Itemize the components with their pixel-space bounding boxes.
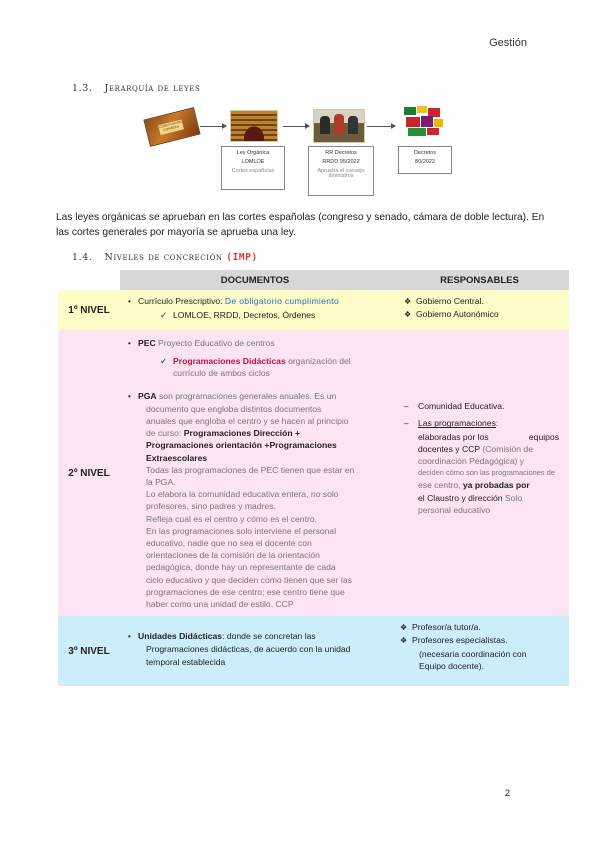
text-line: ciclo educativo y que deciden como tienen que ser las <box>146 574 352 585</box>
resp-text: Profesores especialistas. <box>412 635 508 646</box>
doc-body <box>120 643 390 667</box>
resp-body <box>390 648 569 672</box>
text-span: de curso: <box>146 428 184 439</box>
text-line: Todas las programaciones de PEC tienen que estar en <box>146 464 355 475</box>
arrow-3 <box>367 126 395 127</box>
text-line: Programaciones orientación +Programaciones <box>146 440 337 451</box>
box-line: RRDD 95/2022 <box>322 158 360 165</box>
responsables-cell <box>390 330 569 616</box>
paragraph-leyes-organicas: Las leyes orgánicas se aprueban en las cortes españolas (congreso y senado, cámara de doble lectura). En las cortes generales por mayoría se aprueba una ley. <box>56 212 545 238</box>
check-icon: ✓ <box>160 310 168 321</box>
doc-label: Currículo Prescriptivo: <box>138 296 225 306</box>
box-line: dministros <box>328 173 354 180</box>
text-line: Extraescolares <box>146 452 208 463</box>
arrow-1 <box>200 126 226 127</box>
pec-text: Proyecto Educativo de centros <box>155 338 275 348</box>
doc-emphasis: De obligatorio cumplimiento <box>224 296 340 306</box>
decretos-box <box>398 146 452 174</box>
resp-text: Profesor/a tutor/a. <box>412 622 481 633</box>
section-title: Niveles de concreción <box>104 252 223 263</box>
list-item <box>390 308 569 321</box>
text-span: elaboradas por los <box>418 431 489 442</box>
text-line: orientaciones de la comisión de la orientación <box>146 550 320 561</box>
list-item-pec <box>120 330 390 350</box>
doc-sub: LOMLOE, RRDD, Decretos, Órdenes <box>173 310 316 321</box>
box-line: Aprueba el consejo <box>317 167 365 174</box>
resp-underlined: Las programaciones <box>418 418 496 429</box>
resp-text: : <box>495 418 499 429</box>
text-span-bold: ya probadas por <box>462 480 530 491</box>
list-item <box>390 634 569 647</box>
text-span: : donde se concretan las <box>222 631 316 642</box>
text-line: programaciones de ese centro; ese centro tiene que <box>146 586 345 597</box>
unidades-label: Unidades Didácticas <box>138 631 223 642</box>
level-label: 2º NIVEL <box>58 330 120 616</box>
section-number: 1.3. <box>72 83 93 94</box>
text-line: anuales que engloba el centro y se hacen al principio <box>146 416 349 427</box>
box-line: 80/2022 <box>415 158 435 165</box>
sub-list-item <box>120 308 390 321</box>
text-line: personal educativo <box>418 504 491 515</box>
text-line: Equipo docente). <box>419 660 484 671</box>
table-row-nivel-1 <box>58 290 569 330</box>
responsables-list <box>390 400 569 546</box>
resp-text: Gobierno Autonómico <box>416 309 499 320</box>
text-span: docentes y CCP <box>418 443 480 454</box>
text-line: (necesaria coordinación con <box>419 648 527 659</box>
text-line: En las programaciones solo interviene el personal <box>146 525 337 536</box>
bullet-icon: • <box>128 297 131 306</box>
text-line: Lo elabora la comunidad educativa entera, no solo <box>146 489 339 500</box>
sub-text: organización del <box>285 356 351 367</box>
text-span-bold: Programaciones Dirección + <box>183 428 301 439</box>
section-title: Jerarquía de leyes <box>104 83 201 94</box>
text-line: coordinación Pedagógica) y <box>418 456 525 467</box>
pga-label: PGA <box>138 390 157 401</box>
text-line <box>418 443 559 455</box>
diamond-bullet-icon: ❖ <box>404 310 412 320</box>
text-span: equipos <box>528 431 559 442</box>
check-icon: ✓ <box>160 356 168 367</box>
text-line: educativo, nadie que no sea el docente con <box>146 538 312 549</box>
text-line: Programaciones didácticas, de acuerdo con la unidad <box>146 644 351 655</box>
dash-icon: – <box>404 419 409 429</box>
text-line: pedagógica, donde hay un representante de cada <box>146 562 336 573</box>
bullet-icon: • <box>128 339 131 348</box>
constitution-book-image <box>143 107 200 147</box>
list-item <box>390 290 569 308</box>
text-line <box>418 431 559 443</box>
list-item <box>404 400 559 413</box>
arrow-2 <box>283 126 309 127</box>
pga-body <box>120 403 390 616</box>
text-line: deciden cómo son las programaciones de <box>418 468 555 478</box>
real-decretos-box <box>308 146 374 196</box>
council-of-ministers-image <box>313 109 365 143</box>
table-header-row <box>58 270 569 290</box>
text-line <box>146 427 390 439</box>
box-line: Decretos <box>413 150 436 156</box>
list-item <box>120 290 390 308</box>
level-label: 3º NIVEL <box>58 616 120 686</box>
text-line: Refleja cual es el centro y cómo es el centro. <box>146 513 318 524</box>
diamond-bullet-icon: ❖ <box>400 636 408 646</box>
list-item <box>404 417 559 430</box>
header-section-label: Gestión <box>489 37 527 49</box>
text-span: el Claustro y dirección <box>418 492 503 503</box>
hierarchy-figure <box>0 0 599 200</box>
list-item <box>390 616 569 634</box>
programaciones-didacticas-label: Programaciones Didácticas <box>173 356 286 367</box>
text-span: (Comisión de <box>479 443 533 454</box>
diamond-bullet-icon: ❖ <box>400 623 408 633</box>
parliament-image <box>230 110 278 142</box>
spain-regions-map-image <box>400 103 446 139</box>
responsables-cell <box>390 290 569 330</box>
responsables-cell <box>390 616 569 686</box>
box-line: LOMLOE <box>241 158 265 165</box>
box-line: Cortes españolas <box>231 167 275 174</box>
list-item <box>120 616 390 643</box>
pga-text: son programaciones generales anuales. Es un <box>156 390 337 401</box>
box-line: RR Decretos <box>325 150 357 156</box>
constitution-label: CONSTITUCIÓN ESPAÑOLA <box>158 119 184 135</box>
text-line: haber como una unidad de estilo. CCP <box>146 599 294 610</box>
sub-text-line: currículo de ambos ciclos <box>173 368 270 379</box>
table-row-nivel-2 <box>58 330 569 616</box>
level-label: 1º NIVEL <box>58 290 120 330</box>
page-number: 2 <box>504 788 510 799</box>
table-row-nivel-3 <box>58 616 569 686</box>
pec-label: PEC <box>138 338 156 348</box>
text-line <box>418 492 559 504</box>
text-line: profesores, sino padres y madres. <box>146 501 276 512</box>
bullet-icon: • <box>128 632 131 642</box>
documentos-cell <box>120 330 390 616</box>
text-span: ese centro, <box>418 480 463 491</box>
list-item-pga <box>120 380 390 403</box>
section-heading-niveles <box>72 252 258 263</box>
table-header-responsables: RESPONSABLES <box>390 270 569 290</box>
section-number: 1.4. <box>72 252 93 263</box>
documentos-cell <box>120 616 390 686</box>
text-span: Solo <box>502 492 523 503</box>
diamond-bullet-icon: ❖ <box>404 297 412 306</box>
table-header-empty <box>58 270 120 290</box>
documentos-cell <box>120 290 390 330</box>
text-line: documento que engloba distintos documentos <box>146 403 322 414</box>
text-line: temporal establecida <box>146 656 226 667</box>
bullet-icon: • <box>128 391 131 401</box>
ley-organica-box <box>221 146 285 190</box>
text-line: la PGA. <box>146 477 176 488</box>
dash-icon: – <box>404 402 409 412</box>
niveles-concrecion-table <box>58 270 569 686</box>
resp-body <box>404 431 559 516</box>
sub-list-item <box>120 350 390 367</box>
box-line: Ley Orgánica <box>236 150 270 156</box>
table-header-documentos: DOCUMENTOS <box>120 270 390 290</box>
resp-text: Gobierno Central. <box>416 296 484 306</box>
text-line <box>418 479 559 491</box>
important-tag: (IMP) <box>226 252 258 263</box>
resp-text: Comunidad Educativa. <box>418 401 505 412</box>
